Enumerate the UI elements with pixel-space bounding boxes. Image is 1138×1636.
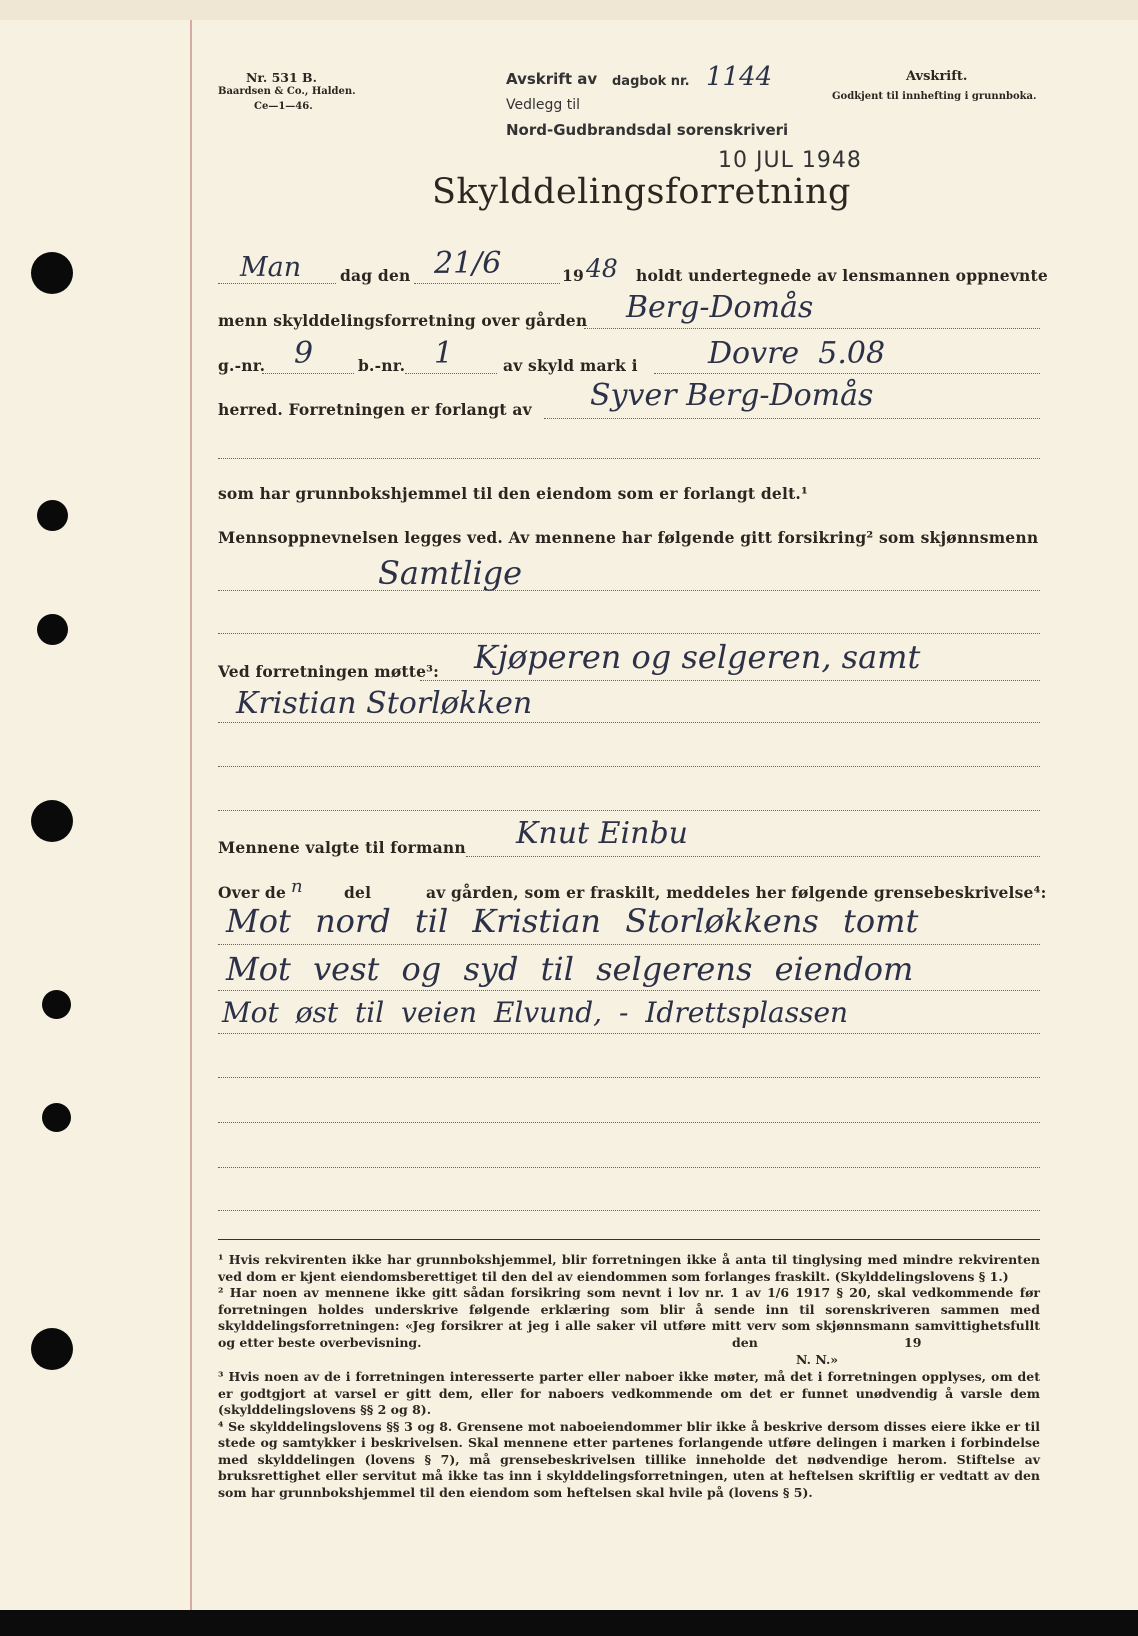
footnote-1: ¹ Hvis rekvirenten ikke har grunnbokshjemmel, blir forretningen ikke å anta til tinglysing med mindre rekvirenten ved dom er kjent eiendomsberettiget til den del av eiendommen som forlanges fraskilt. (Skylddelingslovens § 1.) — [218, 1252, 1040, 1284]
fill-line — [218, 633, 1040, 634]
margin-rule — [190, 20, 192, 1610]
motte-filled-1[interactable]: Kjøperen og selgeren, samt — [474, 638, 921, 676]
punch-hole — [31, 1328, 73, 1370]
grense-line-3[interactable]: Mot øst til veien Elvund, - Idrettsplassen — [222, 996, 849, 1029]
fill-line — [218, 722, 1040, 723]
footnote-2-signature: N. N.» — [796, 1352, 839, 1367]
stamp-number: 1144 — [706, 62, 773, 92]
document-title: Skylddelingsforretning — [432, 172, 851, 212]
grense-line-1[interactable]: Mot nord til Kristian Storløkkens tomt — [226, 902, 919, 940]
stamp-dagbok: dagbok nr. — [612, 74, 690, 89]
stamp-date: 10 JUL 1948 — [718, 148, 862, 173]
punch-hole — [42, 1103, 71, 1132]
del-label: del — [344, 883, 372, 902]
fill-line — [218, 766, 1040, 767]
footnotes-lower — [218, 1369, 1040, 1501]
fill-line — [218, 944, 1040, 945]
gnr-label: g.-nr. — [218, 356, 266, 375]
gnr-filled[interactable]: 9 — [294, 336, 314, 371]
bnr-filled[interactable]: 1 — [434, 336, 454, 371]
over-label: Over de — [218, 883, 287, 902]
footnote-2-year: 19 — [904, 1335, 922, 1350]
fill-line — [218, 458, 1040, 459]
requester-filled[interactable]: Syver Berg-Domås — [590, 378, 874, 413]
motte-filled-2[interactable]: Kristian Storløkken — [236, 686, 533, 721]
page-top-edge — [0, 0, 1138, 20]
footnote-2: ² Har noen av mennene ikke gitt sådan forsikring som nevnt i lov nr. 1 av 1/6 1917 § 20, skal vedkommende før forretningen holdes underskrive følgende erklæring som blir å sende inn til sorenskriveren sammen med skylddelingsforretningen: «Jeg forsikrer at jeg i alle saker vil utføre mitt verv som skjønnsmann samvittighetsfullt og etter beste overbevisning. — [218, 1285, 1040, 1350]
fill-line — [218, 1033, 1040, 1034]
stamp-court: Nord-Gudbrandsdal sorenskriveri — [506, 121, 789, 139]
fill-line — [654, 373, 1040, 374]
formann-label: Mennene valgte til formann — [218, 838, 466, 857]
menn-text: menn skylddelingsforretning over gården — [218, 311, 588, 330]
year-filled[interactable]: 48 — [586, 254, 618, 283]
fill-line — [218, 590, 1040, 591]
motte-label: Ved forretningen møtte³: — [218, 662, 440, 681]
fill-line — [414, 283, 560, 284]
bnr-label: b.-nr. — [358, 356, 406, 375]
fill-line — [544, 418, 1040, 419]
fill-line — [262, 373, 354, 374]
holdt-text: holdt undertegnede av lensmannen oppnevnte — [636, 266, 1048, 285]
fill-line — [420, 680, 1040, 681]
fill-line — [218, 283, 336, 284]
stamp-avskrift: Avskrift av — [506, 70, 598, 88]
fill-line — [218, 990, 1040, 991]
form-number: Nr. 531 B. — [246, 70, 317, 85]
fill-line — [466, 856, 1040, 857]
fill-line — [405, 373, 497, 374]
dag-filled[interactable]: Man — [240, 252, 302, 283]
forsikring-filled[interactable]: Samtlige — [378, 554, 523, 592]
punch-hole — [42, 990, 71, 1019]
printer-name: Baardsen & Co., Halden. — [218, 86, 356, 97]
footnote-separator — [218, 1239, 1040, 1240]
skyld-filled[interactable]: Dovre 5.08 — [708, 336, 886, 371]
year-prefix: 19 — [562, 266, 584, 285]
fraskilt-text: av gården, som er fraskilt, meddeles her følgende grensebeskrivelse⁴: — [426, 883, 1047, 902]
punch-hole — [37, 614, 68, 645]
punch-hole — [31, 800, 73, 842]
fill-line — [218, 1077, 1040, 1078]
fill-line — [218, 1210, 1040, 1211]
avskrift-heading: Avskrift. — [906, 69, 968, 84]
fill-line — [218, 1122, 1040, 1123]
over-filled[interactable]: n — [291, 876, 303, 897]
stamp-vedlegg: Vedlegg til — [506, 97, 580, 113]
skyld-label: av skyld mark i — [503, 356, 638, 375]
punch-hole — [37, 500, 68, 531]
footnote-2-den: den — [732, 1335, 758, 1350]
footnote-4: ⁴ Se skylddelingslovens §§ 3 og 8. Grensene mot naboeiendommer blir ikke å beskrive dersom disses eiere ikke er til stede og samtykker i beskrivelsen. Skal mennene etter partenes forlangende utføre delingen i marken i forbindelse med skylddelingen (lovens § 7), må grensebeskrivelsen tillike inneholde det nødvendige herom. Stiftelse av bruksrettighet eller servitut må ikke tas inn i skylddelingsforretningen, uten at heftelsen skriftlig er vedtatt av den som har grunnbokshjemmel til den eiendom som heftelsen skal hvile på (lovens § 5). — [218, 1418, 1040, 1500]
fill-line — [218, 1167, 1040, 1168]
fill-line — [584, 328, 1040, 329]
mennsoppnevnelse-text: Mennsoppnevnelsen legges ved. Av mennene har følgende gitt forsikring² som skjønnsmenn — [218, 528, 1039, 547]
formann-filled[interactable]: Knut Einbu — [516, 816, 688, 851]
grunnbok-text: som har grunnbokshjemmel til den eiendom som er forlangt delt.¹ — [218, 484, 809, 503]
date-filled[interactable]: 21/6 — [434, 246, 502, 281]
avskrift-approval: Godkjent til innhefting i grunnboka. — [832, 91, 1037, 102]
punch-hole — [31, 252, 73, 294]
grense-line-2[interactable]: Mot vest og syd til selgerens eiendom — [226, 950, 914, 988]
fill-line — [218, 810, 1040, 811]
farm-filled[interactable]: Berg-Domås — [626, 290, 814, 325]
dag-den-label: dag den — [340, 266, 411, 285]
footnote-3: ³ Hvis noen av de i forretningen interesserte parter eller naboer ikke møter, må det i forretningen opplyses, om det er godtgjort at varsel er gitt dem, eller for naboers vedkommende om det er funnet unødvendig å varsle dem (skylddelingslovens §§ 2 og 8). — [218, 1369, 1040, 1417]
print-code: Ce—1—46. — [254, 101, 313, 112]
herred-text: herred. Forretningen er forlangt av — [218, 400, 532, 419]
